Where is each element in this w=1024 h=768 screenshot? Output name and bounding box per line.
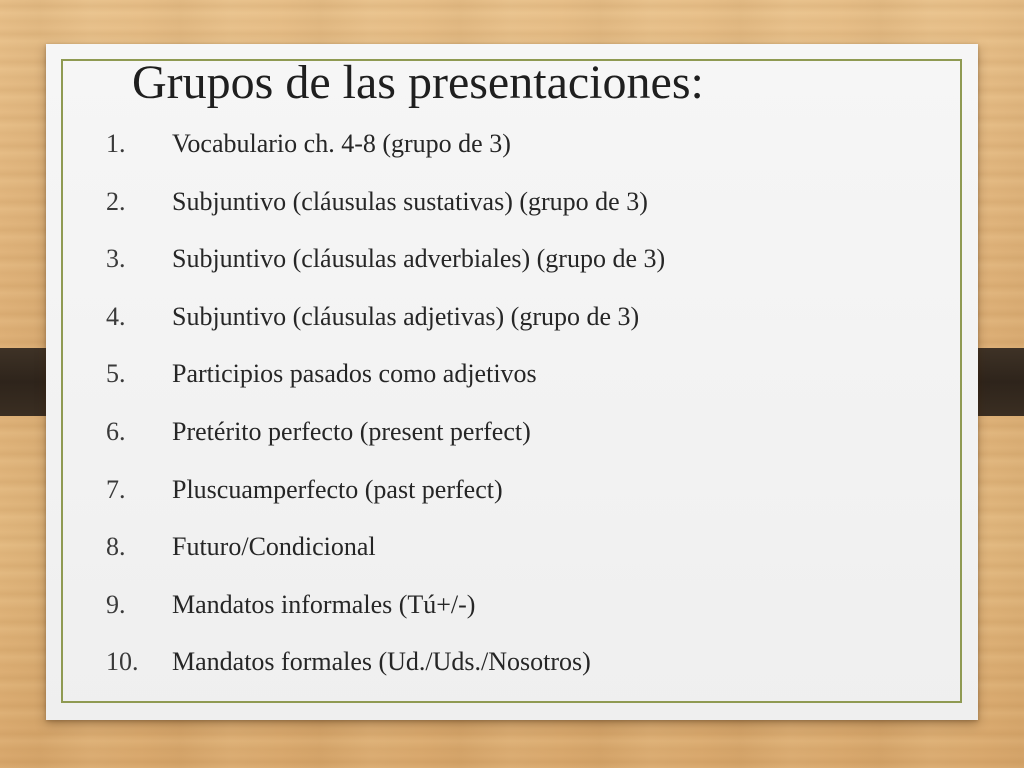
list-item bbox=[106, 182, 665, 240]
item-number: 8. bbox=[106, 532, 126, 562]
list-item bbox=[106, 239, 665, 297]
item-text: Mandatos informales (Tú+/-) bbox=[172, 589, 476, 619]
topic-list bbox=[106, 124, 665, 700]
item-number: 1. bbox=[106, 129, 126, 158]
item-number: 9. bbox=[106, 589, 126, 619]
item-number: 5. bbox=[106, 359, 126, 389]
item-text: Futuro/Condicional bbox=[172, 532, 376, 562]
list-item bbox=[106, 470, 665, 528]
item-number: 3. bbox=[106, 244, 126, 274]
item-text: Pluscuamperfecto (past perfect) bbox=[172, 474, 503, 504]
item-number: 6. bbox=[106, 416, 126, 446]
list-item bbox=[106, 527, 665, 585]
item-text: Mandatos formales (Ud./Uds./Nosotros) bbox=[172, 647, 591, 677]
item-text: Vocabulario ch. 4-8 (grupo de 3) bbox=[172, 129, 511, 158]
item-number: 7. bbox=[106, 474, 126, 504]
list-item bbox=[106, 642, 665, 700]
item-number: 2. bbox=[106, 186, 126, 216]
slide-title: Grupos de las presentaciones: bbox=[132, 56, 704, 109]
item-number: 4. bbox=[106, 301, 126, 331]
list-item bbox=[106, 585, 665, 643]
item-number: 10. bbox=[106, 647, 139, 677]
list-item bbox=[106, 412, 665, 470]
item-text: Participios pasados como adjetivos bbox=[172, 359, 537, 389]
item-text: Subjuntivo (cláusulas sustativas) (grupo de 3) bbox=[172, 186, 648, 216]
list-item bbox=[106, 354, 665, 412]
list-item bbox=[106, 124, 665, 182]
slide-paper bbox=[46, 44, 978, 720]
item-text: Subjuntivo (cláusulas adverbiales) (grupo de 3) bbox=[172, 244, 666, 274]
item-text: Pretérito perfecto (present perfect) bbox=[172, 416, 531, 446]
item-text: Subjuntivo (cláusulas adjetivas) (grupo de 3) bbox=[172, 301, 640, 331]
list-item bbox=[106, 297, 665, 355]
